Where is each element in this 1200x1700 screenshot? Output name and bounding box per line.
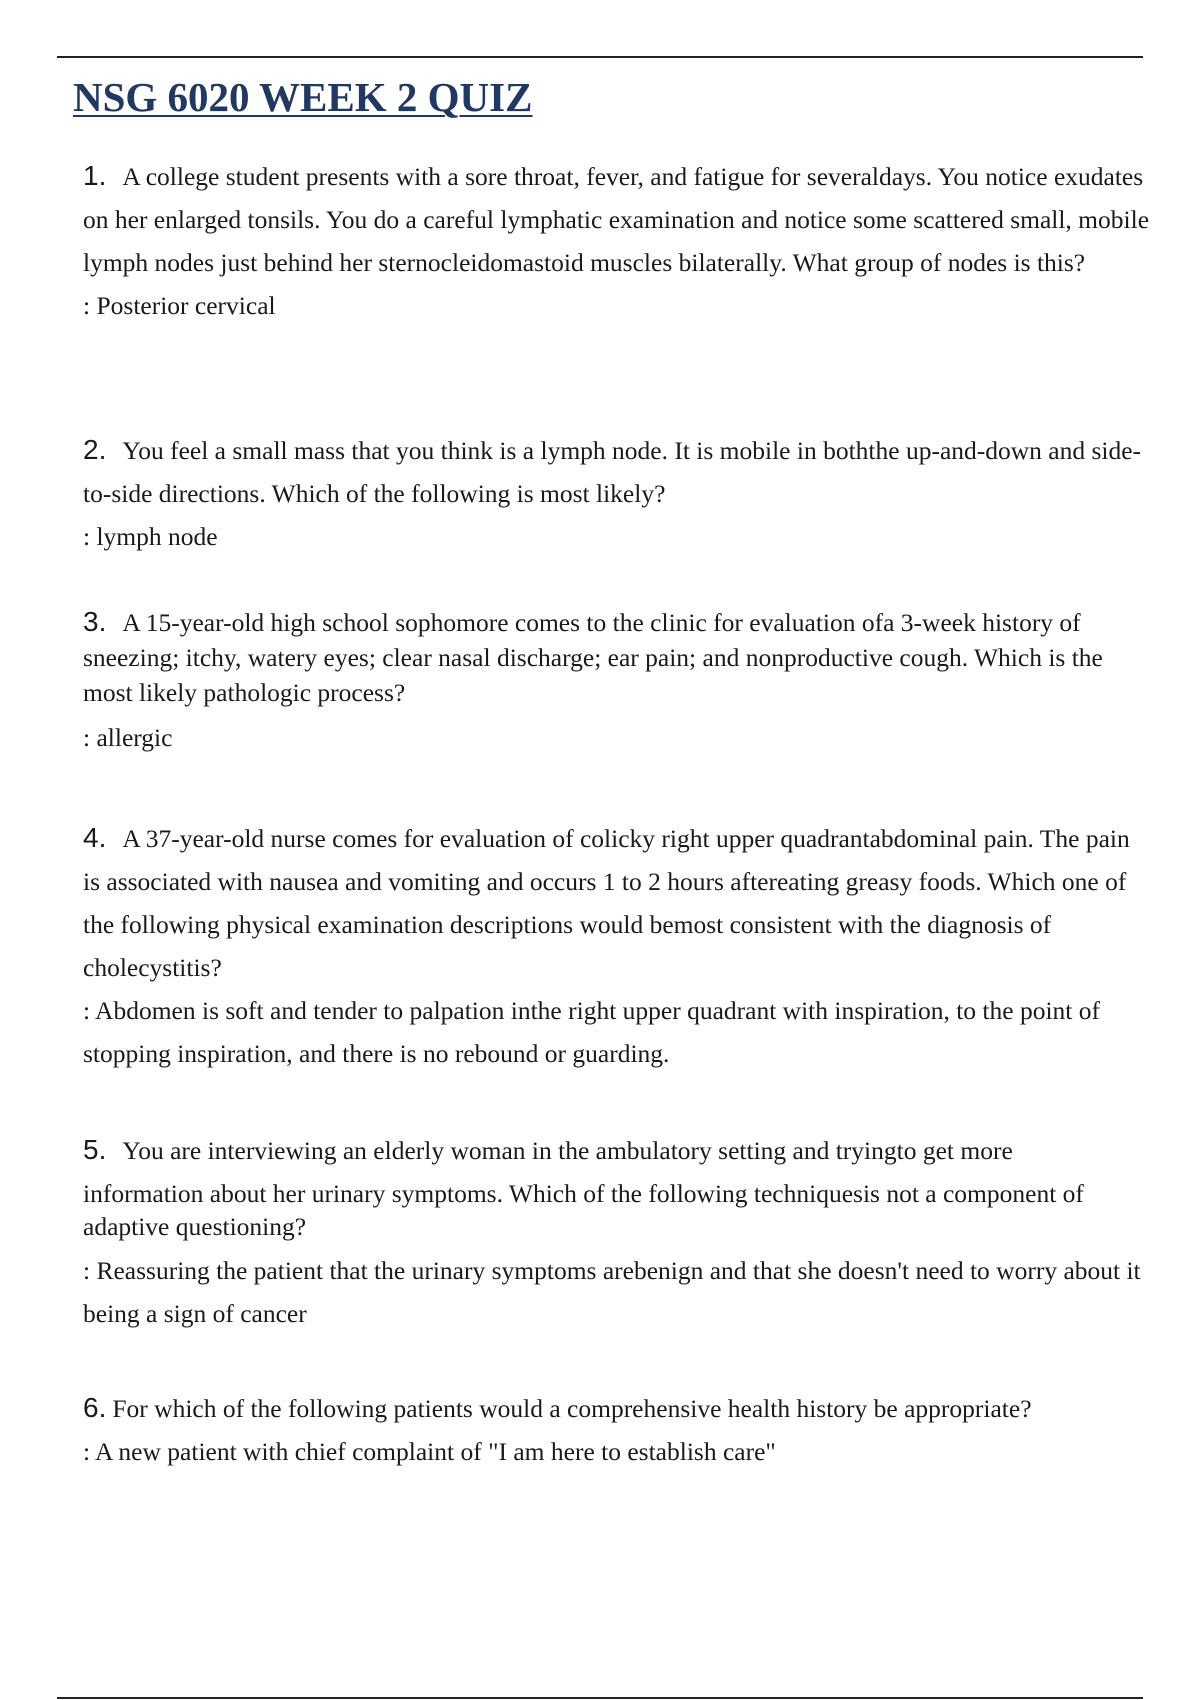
question-text-line-1 (83, 1128, 1153, 1172)
question-text: A 37-year-old nurse comes for evaluation of colicky right upper quadrantabdominal pain. The pain is associated with nausea and vomiting and occurs 1 to 2 hours aftereating greasy foods. Which one of the following physical examination descriptions would bemost consistent with the diagnosis of cholecystitis? (83, 824, 1130, 982)
question-text-line-2: information about her urinary symptoms. Which of the following techniquesis not a component of adaptive questioning? (83, 1179, 1084, 1241)
question-number: 2. (83, 434, 107, 465)
question-answer: : Abdomen is soft and tender to palpation inthe right upper quadrant with inspiration, to the point of stopping inspiration, and there is no rebound or guarding. (83, 996, 1100, 1068)
question-number: 4. (83, 822, 107, 853)
question-1 (83, 154, 1153, 327)
question-answer: : Posterior cervical (83, 291, 276, 320)
question-3 (83, 604, 1153, 755)
question-number: 3. (83, 606, 107, 637)
question-text: For which of the following patients would a comprehensive health history be appropriate? (112, 1394, 1032, 1423)
question-5 (83, 1128, 1153, 1335)
question-stem (83, 428, 1153, 515)
question-stem (83, 816, 1153, 989)
bottom-rule (57, 1697, 1143, 1699)
question-answer: : allergic (83, 723, 173, 752)
question-4 (83, 816, 1153, 1075)
question-2 (83, 428, 1153, 558)
question-answer: : A new patient with chief complaint of "I am here to establish care" (83, 1437, 776, 1466)
question-stem (83, 154, 1153, 284)
question-answer: : lymph node (83, 522, 218, 551)
question-stem (83, 1386, 1153, 1430)
question-text: You feel a small mass that you think is a lymph node. It is mobile in boththe up-and-down and side-to-side directions. Which of the following is most likely? (83, 436, 1142, 508)
question-number: 1. (83, 160, 107, 191)
question-stem (83, 604, 1153, 710)
document-title: NSG 6020 WEEK 2 QUIZ (73, 74, 533, 120)
top-rule (57, 56, 1143, 58)
question-stem (83, 1128, 1153, 1243)
question-text: You are interviewing an elderly woman in the ambulatory setting and tryingto get more (122, 1136, 1013, 1165)
question-text: A 15-year-old high school sophomore comes to the clinic for evaluation ofa 3-week history of sneezing; itchy, watery eyes; clear nasal discharge; ear pain; and nonproductive cough. Which is the most likely pathologic process? (83, 608, 1103, 707)
question-number: 5. (83, 1134, 107, 1165)
question-number: 6. (83, 1392, 107, 1423)
question-answer: : Reassuring the patient that the urinary symptoms arebenign and that she doesn't need to worry about it being a sign of cancer (83, 1256, 1141, 1328)
question-text: A college student presents with a sore throat, fever, and fatigue for severaldays. You notice exudates on her enlarged tonsils. You do a careful lymphatic examination and notice some scattered small, mobile lymph nodes just behind her sternocleidomastoid muscles bilaterally. What group of nodes is this? (83, 162, 1150, 277)
question-6 (83, 1386, 1153, 1473)
